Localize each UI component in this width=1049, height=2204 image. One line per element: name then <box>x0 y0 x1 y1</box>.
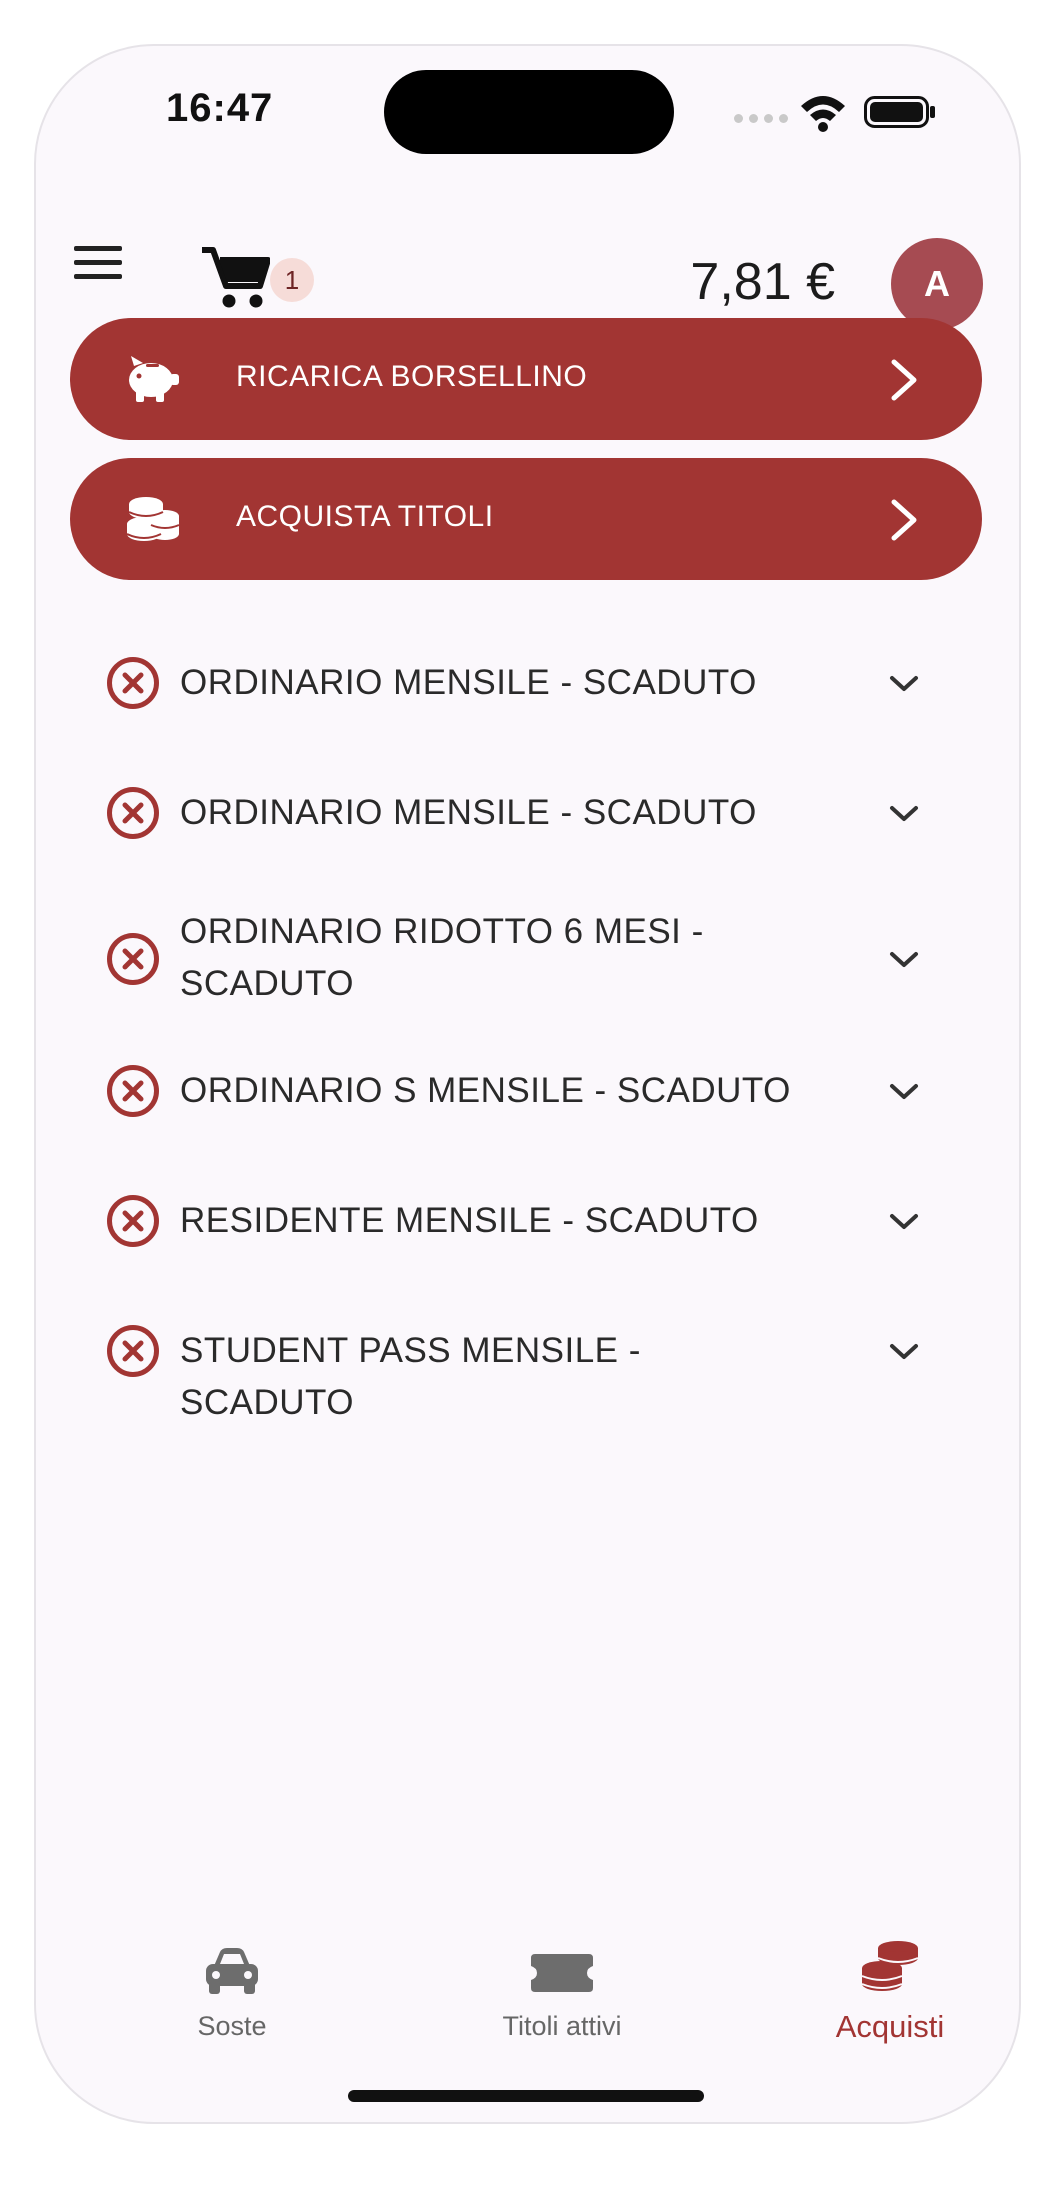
expired-x-circle-icon <box>106 656 160 710</box>
cellular-signal-icon <box>734 114 788 123</box>
pass-title: ORDINARIO S MENSILE - SCADUTO <box>180 1071 791 1110</box>
chevron-down-icon[interactable] <box>888 1082 920 1102</box>
cart-count-badge: 1 <box>270 258 314 302</box>
avatar[interactable]: A <box>891 238 983 330</box>
pass-title: STUDENT PASS MENSILE - SCADUTO <box>180 1331 641 1422</box>
wallet-balance: 7,81 € <box>690 253 835 311</box>
pass-item[interactable] <box>36 766 1019 866</box>
chevron-down-icon[interactable] <box>888 1342 920 1362</box>
pass-item[interactable] <box>36 894 1019 1024</box>
recharge-wallet-label: RICARICA BORSELLINO <box>236 360 588 393</box>
pass-item[interactable] <box>36 636 1019 736</box>
pass-title: RESIDENTE MENSILE - SCADUTO <box>180 1201 759 1240</box>
wifi-icon <box>798 92 848 132</box>
chevron-down-icon[interactable] <box>888 804 920 824</box>
tab-label: Soste <box>197 2011 267 2041</box>
bottom-tab-bar <box>36 1926 1019 2066</box>
pass-title: ORDINARIO MENSILE - SCADUTO <box>180 663 757 702</box>
chevron-down-icon[interactable] <box>888 1212 920 1232</box>
dynamic-island <box>384 70 674 154</box>
hamburger-menu-icon[interactable] <box>74 246 122 286</box>
tab-acquisti[interactable] <box>740 1938 1021 2045</box>
pass-item[interactable] <box>36 1044 1019 1144</box>
coins-stack-icon <box>858 1938 922 1994</box>
status-bar <box>36 46 1019 186</box>
buy-tickets-label: ACQUISTA TITOLI <box>236 500 494 533</box>
expired-x-circle-icon <box>106 932 160 986</box>
expired-x-circle-icon <box>106 1064 160 1118</box>
coins-icon <box>124 492 182 546</box>
pass-item[interactable] <box>36 1174 1019 1274</box>
shopping-cart-icon[interactable] <box>200 246 270 310</box>
chevron-right-icon <box>884 496 924 544</box>
tab-label: Acquisti <box>835 2009 945 2044</box>
tab-soste[interactable] <box>82 1946 382 2042</box>
expired-x-circle-icon <box>106 1194 160 1248</box>
top-app-bar <box>36 196 1019 336</box>
buy-tickets-button[interactable] <box>70 458 982 580</box>
status-time: 16:47 <box>166 86 274 130</box>
tab-titoli-attivi[interactable] <box>412 1946 712 2042</box>
chevron-down-icon[interactable] <box>888 674 920 694</box>
pass-item[interactable] <box>36 1304 1019 1422</box>
car-icon <box>202 1946 262 1996</box>
expired-x-circle-icon <box>106 1324 160 1378</box>
battery-icon <box>864 96 936 128</box>
ticket-icon <box>529 1946 595 1996</box>
pass-title: ORDINARIO RIDOTTO 6 MESI - SCADUTO <box>180 912 704 1003</box>
recharge-wallet-button[interactable] <box>70 318 982 440</box>
phone-frame <box>34 44 1021 2124</box>
expired-x-circle-icon <box>106 786 160 840</box>
home-indicator[interactable] <box>348 2090 704 2102</box>
chevron-down-icon[interactable] <box>888 950 920 970</box>
piggy-bank-icon <box>124 352 182 406</box>
chevron-right-icon <box>884 356 924 404</box>
pass-title: ORDINARIO MENSILE - SCADUTO <box>180 793 757 832</box>
tab-label: Titoli attivi <box>502 2011 622 2041</box>
